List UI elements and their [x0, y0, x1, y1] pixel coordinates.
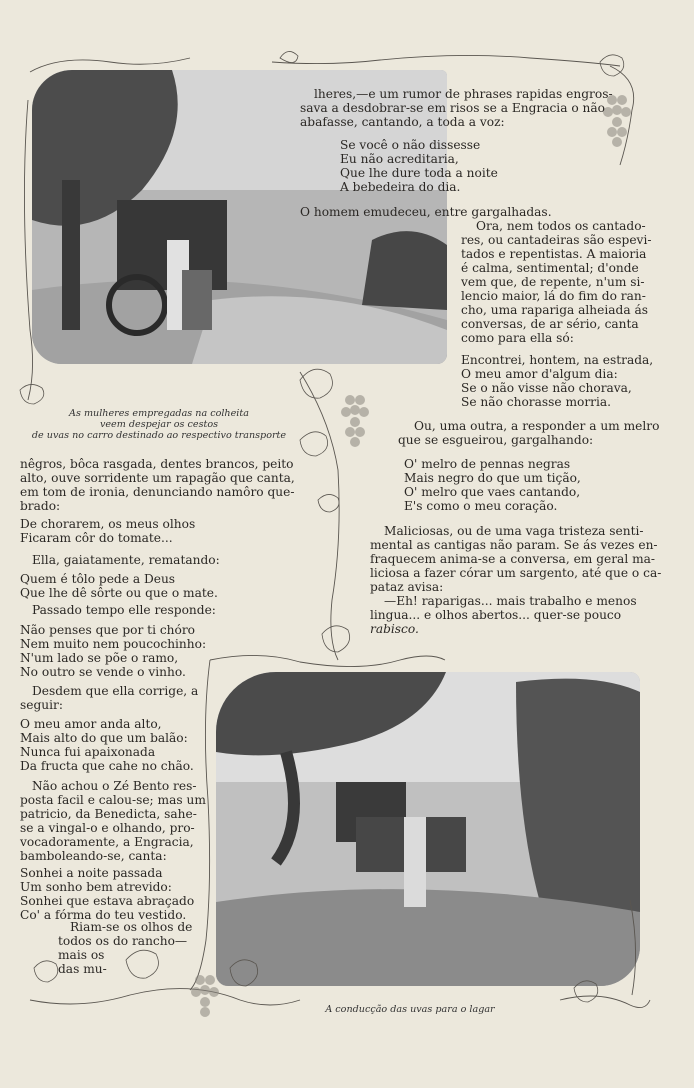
left-para6-line-2: todos os do rancho— — [58, 934, 188, 948]
left-para6-line-4: das mu- — [58, 962, 107, 976]
photo-top-caption-line-3: de uvas no carro destinado ao respectivo transporte — [31, 430, 287, 441]
right-para2: O homem emudeceu, entre gargalhadas. — [300, 205, 552, 219]
right-para5-line-5: pataz avisa: — [370, 580, 444, 594]
right-para1-line-1: lheres,—e um rumor de phrases rapidas engros- — [314, 87, 613, 101]
left-verse5-line-3: Sonhei que estava abraçado — [20, 894, 195, 908]
left-verse2-line-1: Quem é tôlo pede a Deus — [20, 572, 176, 586]
right-para3-line-9: como para ella só: — [461, 331, 574, 345]
left-para6-line-3: mais os — [58, 948, 105, 962]
left-verse3-line-2: Nem muito nem poucochinho: — [20, 637, 207, 651]
left-verse5-line-1: Sonhei a noite passada — [20, 866, 163, 880]
right-para5-line-1: Maliciosas, ou de uma vaga tristeza senti- — [384, 524, 644, 538]
right-verse1-line-3: Que lhe dure toda a noite — [340, 166, 498, 180]
right-para3-line-5: vem que, de repente, n'um si- — [461, 275, 645, 289]
left-para5-line-4: se a vingal-o e olhando, pro- — [20, 821, 195, 835]
left-para3: Passado tempo elle responde: — [32, 603, 216, 617]
photo-top-caption-line-2: veem despejar os cestos — [99, 419, 219, 430]
left-para5-line-6: bamboleando-se, canta: — [20, 849, 167, 863]
photo-top-caption-line-1: As mulheres empregadas na colheita — [69, 408, 249, 419]
right-para3-line-6: lencio maior, lá do fim do ran- — [461, 289, 646, 303]
right-verse1-line-1: Se você o não dissesse — [340, 138, 481, 152]
right-para3-line-4: é calma, sentimental; d'onde — [461, 261, 639, 275]
left-para1-line-1: nêgros, bôca rasgada, dentes brancos, peito — [20, 457, 294, 471]
right-para3-line-1: Ora, nem todos os cantado- — [476, 219, 646, 233]
left-para5-line-3: patricio, da Benedicta, sahe- — [20, 807, 197, 821]
right-para5-line-3: fraquecem anima-se a conversa, em geral ma- — [370, 552, 656, 566]
left-verse2-line-2: Que lhe dê sôrte ou que o mate. — [20, 586, 218, 600]
left-para5-line-1: Não achou o Zé Bento res- — [32, 779, 197, 793]
left-verse5-line-4: Co' a fórma do teu vestido. — [20, 908, 187, 922]
right-verse3-line-2: Mais negro do que um tição, — [404, 471, 581, 485]
right-para1-line-3: abafasse, cantando, a toda a voz: — [300, 115, 505, 129]
left-verse3-line-1: Não penses que por ti chóro — [20, 623, 196, 637]
right-para4-line-2: que se esgueirou, gargalhando: — [398, 433, 594, 447]
right-verse1-line-4: A bebedeira do dia. — [340, 180, 461, 194]
left-verse4-line-2: Mais alto do que um balão: — [20, 731, 188, 745]
right-verse2-line-4: Se não chorasse morria. — [461, 395, 612, 409]
left-para6-line-1: Riam-se os olhos de — [70, 920, 193, 934]
left-para1-line-2: alto, ouve sorridente um rapagão que canta, — [20, 471, 295, 485]
left-para5-line-5: vocadoramente, a Engracia, — [20, 835, 194, 849]
right-para4-line-1: Ou, uma outra, a responder a um melro — [414, 419, 660, 433]
right-para5-line-7: lingua... e olhos abertos... quer-se pouco — [370, 608, 622, 622]
left-verse1-line-1: De chorarem, os meus olhos — [20, 517, 196, 531]
right-para3-line-3: tados e repentistas. A maioria — [461, 247, 647, 261]
right-para3-line-8: conversas, de ar sério, canta — [461, 317, 639, 331]
right-verse2-line-2: O meu amor d'algum dia: — [461, 367, 618, 381]
left-para1-line-4: brado: — [20, 499, 61, 513]
right-para5-line-2: mental as cantigas não param. Se ás vezes en- — [370, 538, 658, 552]
left-verse1-line-2: Ficaram côr do tomate... — [20, 531, 173, 545]
left-para4-line-2: seguir: — [20, 698, 63, 712]
left-para4-line-1: Desdem que ella corrige, a — [32, 684, 199, 698]
left-para1-line-3: em tom de ironia, denunciando namôro que- — [20, 485, 295, 499]
left-para2: Ella, gaiatamente, rematando: — [32, 553, 220, 567]
right-verse3-line-1: O' melro de pennas negras — [404, 457, 571, 471]
right-para3-line-2: res, ou cantadeiras são espevi- — [461, 233, 652, 247]
right-verse3-line-3: O' melro que vaes cantando, — [404, 485, 581, 499]
left-verse5-line-2: Um sonho bem atrevido: — [20, 880, 172, 894]
right-para1-line-2: sava a desdobrar-se em risos se a Engracia o não — [300, 101, 606, 115]
right-para5-line-6: —Eh! raparigas... mais trabalho e menos — [384, 594, 637, 608]
photo-bottom-caption: A conducção das uvas para o lagar — [325, 1004, 495, 1015]
right-verse3-line-4: E's como o meu coração. — [404, 499, 558, 513]
left-verse4-line-4: Da fructa que cahe no chão. — [20, 759, 194, 773]
right-para5-line-4: liciosa a fazer córar um sargento, até que o ca- — [370, 566, 662, 580]
left-verse4-line-1: O meu amor anda alto, — [20, 717, 162, 731]
right-verse2-line-1: Encontrei, hontem, na estrada, — [461, 353, 654, 367]
left-verse3-line-4: No outro se vende o vinho. — [20, 665, 186, 679]
left-para5-line-2: posta facil e calou-se; mas um — [20, 793, 206, 807]
right-para5-last: rabisco. — [370, 622, 419, 636]
left-verse3-line-3: N'um lado se põe o ramo, — [20, 651, 179, 665]
right-verse1-line-2: Eu não acreditaria, — [340, 152, 459, 166]
right-para3-line-7: cho, uma rapariga alheiada ás — [461, 303, 648, 317]
right-verse2-line-3: Se o não visse não chorava, — [461, 381, 632, 395]
left-verse4-line-3: Nunca fui apaixonada — [20, 745, 156, 759]
